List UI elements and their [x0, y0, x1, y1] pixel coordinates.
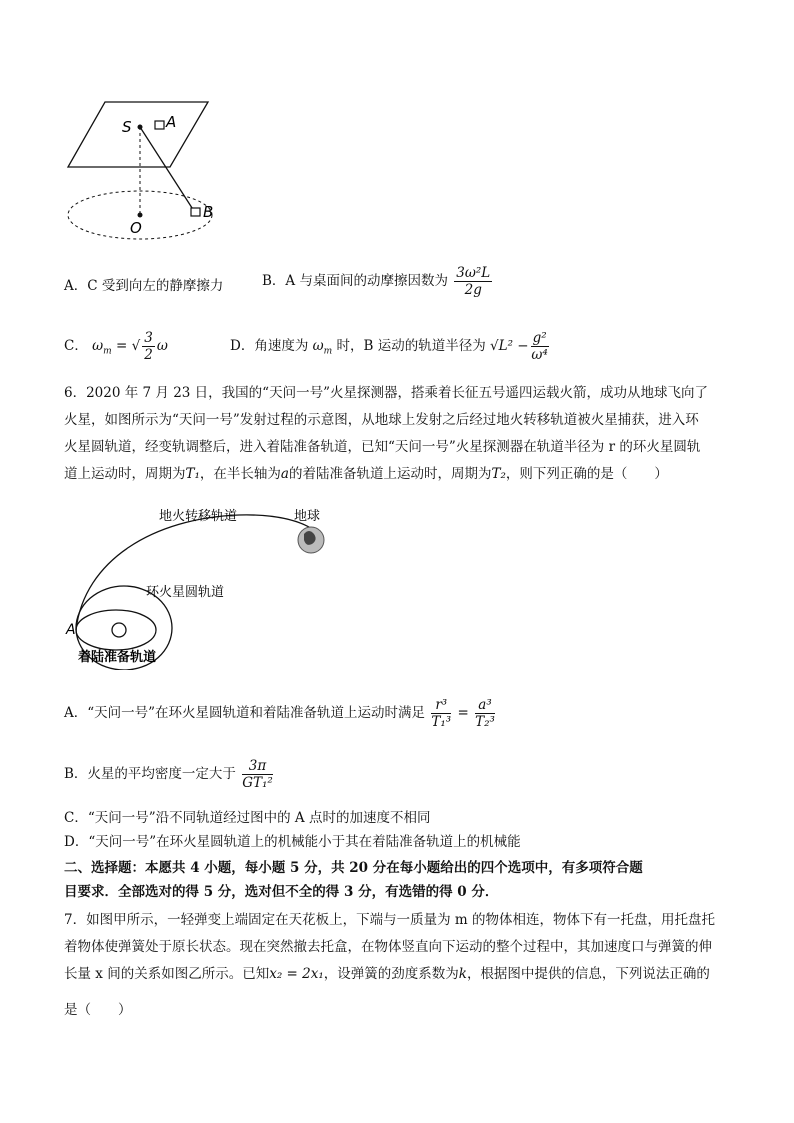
label-s: S: [122, 118, 132, 136]
q6-line-4: 道上运动时，周期为T₁，在半长轴为a的着陆准备轨道上运动时，周期为T₂，则下列正确的是（ ）: [64, 466, 668, 482]
block-b: [191, 208, 200, 216]
block-a: [155, 121, 164, 129]
q6-line-2: 火星，如图所示为“天问一号”发射过程的示意图，从地球上发射之后经过地火转移轨道被火星捕获，进入环: [64, 412, 699, 428]
mars-icon: [112, 623, 126, 637]
q6-option-a: A．“天问一号”在环火星圆轨道和着陆准备轨道上运动时满足 $\frac{\text{r³}}{\text{T₁³}}$ = $\frac{\text{a³}}{\text{T₂³}}$: [64, 697, 495, 730]
q6-line-1: 6．2020 年 7 月 23 日，我国的“天问一号”火星探测器，搭乘着长征五号遥四运载火箭，成功从地球飞向了: [64, 385, 708, 401]
point-o: [138, 213, 143, 218]
point-s: [138, 125, 143, 130]
figure-tianwen-orbits: [64, 500, 354, 670]
label-earth: 地球: [294, 509, 321, 524]
transfer-orbit: [76, 515, 314, 630]
section2-line-2: 目要求．全部选对的得 5 分，选对但不全的得 3 分，有选错的得 0 分．: [64, 884, 499, 900]
landing-orbit: [76, 610, 156, 650]
label-a: A: [166, 113, 177, 131]
label-landing: 着陆准备轨道: [78, 650, 157, 665]
label-transfer: 地火转移轨道: [159, 509, 238, 524]
q6-line-3: 火星圆轨道，经变轨调整后，进入着陆准备轨道，已知“天问一号”火星探测器在轨道半径为 r 的环火星圆轨: [64, 439, 701, 455]
table-plane: [68, 102, 208, 167]
figure-turntable: [60, 95, 230, 245]
label-b: B: [203, 203, 214, 221]
q7-line-2: 着物体使弹簧处于原长状态。现在突然撤去托盒，在物体竖直向下运动的整个过程中，其加速度口与弹簧的伸: [64, 939, 712, 955]
q7-line-1: 7．如图甲所示，一轻弹变上端固定在天花板上，下端与一质量为 m 的物体相连，物体下有一托盘，用托盘托: [64, 912, 715, 928]
label-a-point: A: [66, 622, 76, 638]
q5-option-a: A．C 受到向左的静摩擦力: [64, 278, 224, 294]
q5-option-d: D．角速度为 $\omega_m$ 时，B 运动的轨道半径为 √L² − $\frac{\text{g²}}{\text{ω⁴}}$: [230, 330, 548, 363]
label-o: O: [130, 219, 142, 237]
label-circle: 环火星圆轨道: [146, 585, 225, 600]
q6-option-b: B．火星的平均密度一定大于 $\frac{3\pi}{\text{GT₁²}}$: [64, 758, 273, 791]
q5-option-c: C． $\omega_m$ = √ $\frac{3}{2}$ ω: [64, 330, 168, 363]
q6-option-c: C．“天问一号”沿不同轨道经过图中的 A 点时的加速度不相同: [64, 810, 431, 826]
q7-line-4: 是（ ）: [64, 1002, 132, 1018]
q7-line-3: 长量 x 间的关系如图乙所示。已知x₂ = 2x₁，设弹簧的劲度系数为k，根据图中提供的信息，下列说法正确的: [64, 966, 710, 982]
q6-option-d: D．“天问一号”在环火星圆轨道上的机械能小于其在着陆准备轨道上的机械能: [64, 834, 521, 850]
section2-line-1: 二、选择题：本愿共 4 小题，每小题 5 分，共 20 分在每小题给出的四个选项中，有多项符合题: [64, 860, 643, 876]
q5-option-b: B．A 与桌面间的动摩擦因数为 $\frac{\text{3ω²L}}{2g}$: [262, 265, 491, 298]
